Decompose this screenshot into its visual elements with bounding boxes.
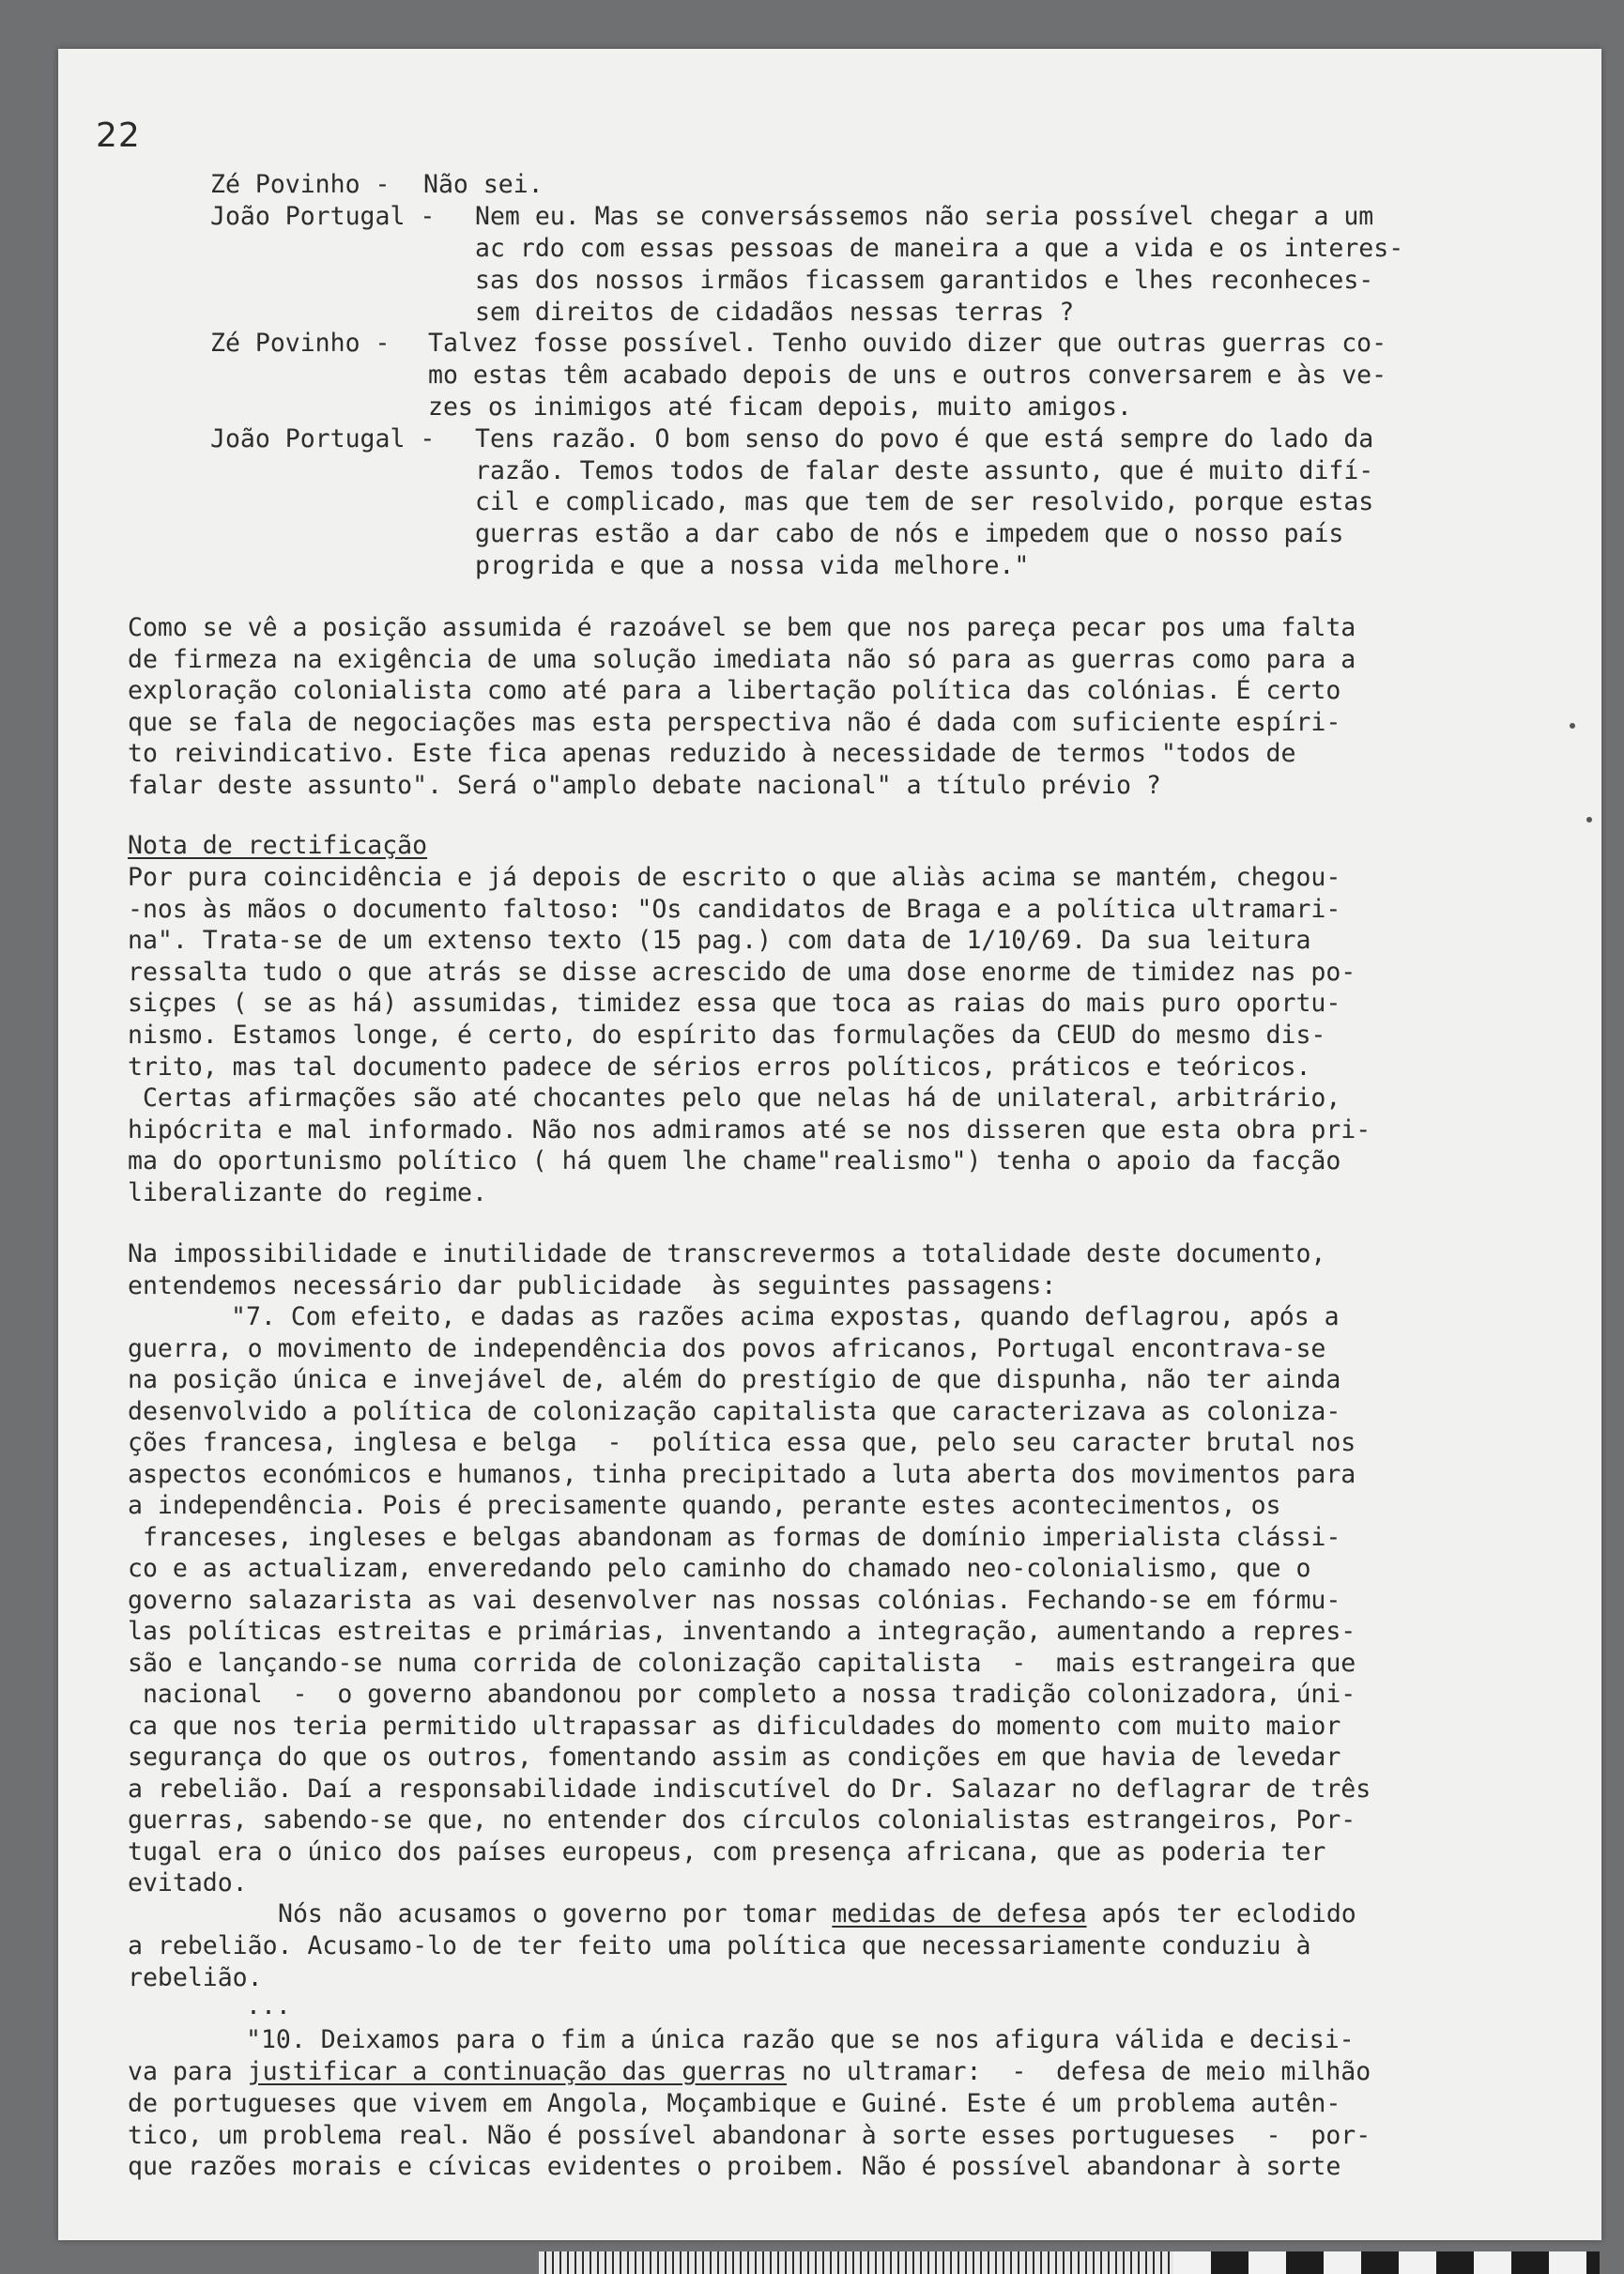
dialogue-line: mo estas têm acabado depois de uns e outros conversarem e às ve- [428, 361, 1387, 390]
paragraph-line: hipócrita e mal informado. Não nos admiramos até se nos disseren que esta obra pri- [128, 1114, 1371, 1145]
underlined-phrase: justificar a continuação das guerras [247, 2057, 787, 2086]
quote-line: evitado. [128, 1868, 248, 1898]
quote-line: ções francesa, inglesa e belga - política essa que, pelo seu caracter brutal nos [128, 1428, 1356, 1457]
quote-line: "7. Com efeito, e dadas as razões acima expostas, quando deflagrou, após a [231, 1302, 1340, 1331]
quote-line: guerras, sabendo-se que, no entender dos círculos colonialistas estrangeiros, Por- [128, 1805, 1356, 1835]
dialogue-line: razão. Temos todos de falar deste assunto, que é muito difí- [475, 456, 1374, 485]
quote-line: aspectos económicos e humanos, tinha precipitado a luta aberta dos movimentos para [128, 1459, 1356, 1489]
quote-line: "10. Deixamos para o fim a única razão que se nos afigura válida e decisi- [246, 2025, 1355, 2054]
paragraph-line: entendemos necessário dar publicidade às seguintes passagens: [128, 1270, 1057, 1300]
dialogue-line: Tens razão. O bom senso do povo é que está sempre do lado da [475, 424, 1374, 453]
section-title: Nota de rectificação [128, 831, 428, 860]
quote-line: a rebelião. Daí a responsabilidade indiscutível do Dr. Salazar no deflagrar de três [128, 1774, 1371, 1804]
paragraph-line: Por pura coincidência e já depois de escrito o que aliàs acima se mantém, chegou- [128, 863, 1341, 892]
quote-line: franceses, ingleses e belgas abandonam as formas de domínio imperialista clássi- [128, 1522, 1341, 1552]
dialogue-line: progrida e que a nossa vida melhore." [475, 551, 1030, 580]
quote-line: nacional - o governo abandonou por completo a nossa tradição colonizadora, úni- [128, 1680, 1356, 1709]
dialogue-speaker: João Portugal - [210, 424, 436, 453]
dialogue-line: ac rdo com essas pessoas de maneira a que a vida e os interes- [475, 234, 1404, 263]
paragraph-line: a rebelião. Acusamo-lo de ter feito uma política que necessariamente conduziu à [128, 1931, 1311, 1960]
text-run: va para [128, 2057, 248, 2086]
quote-line: que razões morais e cívicas evidentes o proibem. Não é possível abandonar à sorte [128, 2152, 1341, 2182]
quote-line: co e as actualizam, enveredando pelo caminho do chamado neo-colonialismo, que o [128, 1554, 1311, 1583]
scale-ruler-blocks [1173, 2251, 1600, 2274]
dialogue-line: zes os inimigos até ficam depois, muito amigos. [428, 392, 1132, 422]
quote-line: governo salazarista as vai desenvolver nas nossas colónias. Fechando-se em fórmu- [128, 1585, 1341, 1615]
paragraph-line: exploração colonialista como até para a libertação política das colónias. É certo [128, 676, 1341, 706]
dialogue-line: cil e complicado, mas que tem de ser resolvido, porque estas [475, 487, 1374, 516]
quote-line: desenvolvido a política de colonização capitalista que caracterizava as coloniza- [128, 1396, 1341, 1426]
page-number: 22 [96, 116, 141, 155]
paragraph-line: que se fala de negociações mas esta perspectiva não é dada com suficiente espíri- [128, 707, 1341, 737]
dialogue-line: sem direitos de cidadãos nessas terras ? [475, 298, 1075, 327]
paragraph-line: Na impossibilidade e inutilidade de transcrevermos a totalidade deste documento, [128, 1239, 1326, 1268]
text-run: no ultramar: - defesa de meio milhão [787, 2057, 1371, 2086]
quote-line: a independência. Pois é precisamente quando, perante estes acontecimentos, os [128, 1491, 1281, 1520]
dialogue-speaker: Zé Povinho - [210, 329, 391, 358]
paragraph-line: trito, mas tal documento padece de sérios erros políticos, práticos e teóricos. [128, 1052, 1311, 1082]
dialogue-speaker: Zé Povinho - [210, 170, 391, 199]
paragraph-line: na". Trata-se de um extenso texto (15 pag.) com data de 1/10/69. Da sua leitura [128, 926, 1311, 956]
paragraph-line: -nos às mãos o documento faltoso: "Os candidatos de Braga e a política ultramari- [128, 894, 1341, 924]
dialogue-line: guerras estão a dar cabo de nós e impedem que o nosso país [475, 519, 1344, 548]
paragraph-line: falar deste assunto". Será o"amplo debate nacional" a título prévio ? [128, 771, 1161, 800]
paragraph-line: siçpes ( se as há) assumidas, timidez essa que toca as raias do mais puro oportu- [128, 989, 1341, 1019]
quote-line: tico, um problema real. Não é possível abandonar à sorte esses portugueses - por- [128, 2120, 1371, 2150]
text-run: Nós não acusamos o governo por tomar [278, 1899, 833, 1928]
dialogue-speaker: João Portugal - [210, 202, 436, 231]
paragraph-line: ressalta tudo o que atrás se disse acrescido de uma dose enorme de timidez nas po- [128, 957, 1356, 987]
paragraph-line: de firmeza na exigência de uma solução imediata não só para as guerras como para a [128, 644, 1356, 674]
quote-line [128, 2057, 1371, 2086]
dialogue-line: Talvez fosse possível. Tenho ouvido dizer que outras guerras co- [428, 329, 1387, 358]
paragraph-line [278, 1899, 1356, 1928]
dialogue-line: Nem eu. Mas se conversássemos não seria possível chegar a um [475, 202, 1374, 231]
text-run: após ter eclodido [1086, 1899, 1356, 1928]
paragraph-line: Como se vê a posição assumida é razoável se bem que nos pareça pecar pos uma falta [128, 613, 1356, 642]
paper-mark [1570, 723, 1575, 729]
quote-line: segurança do que os outros, fomentando assim as condições em que havia de levedar [128, 1743, 1341, 1772]
quote-line: las políticas estreitas e primárias, inventando a integração, aumentando a repres- [128, 1617, 1356, 1646]
quote-line: ca que nos teria permitido ultrapassar as dificuldades do momento com muito maior [128, 1711, 1341, 1741]
dialogue-line: sas dos nossos irmãos ficassem garantidos e lhes reconheces- [475, 266, 1374, 295]
quote-line: tugal era o único dos países europeus, com presença africana, que as poderia ter [128, 1836, 1326, 1867]
paragraph-line: rebelião. [128, 1962, 263, 1992]
dialogue-line: Não sei. [423, 170, 544, 199]
quote-line: são e lançando-se numa corrida de colonização capitalista - mais estrangeira que [128, 1648, 1356, 1678]
paragraph-line: Certas afirmações são até chocantes pelo que nelas há de unilateral, arbitrário, [128, 1083, 1341, 1114]
ellipsis: ... [246, 1991, 291, 2020]
quote-line: guerra, o movimento de independência dos povos africanos, Portugal encontrava-se [128, 1333, 1326, 1363]
underlined-phrase: medidas de defesa [832, 1899, 1087, 1928]
paper-mark [1586, 817, 1592, 822]
paragraph-line: to reivindicativo. Este fica apenas reduzido à necessidade de termos "todos de [128, 739, 1296, 769]
paragraph-line: ma do oportunismo político ( há quem lhe chame"realismo") tenha o apoio da facção [128, 1146, 1341, 1176]
paragraph-line: liberalizante do regime. [128, 1178, 487, 1207]
quote-line: de portugueses que vivem em Angola, Moçambique e Guiné. Este é um problema autên- [128, 2089, 1341, 2118]
paragraph-line: nismo. Estamos longe, é certo, do espírito das formulações da CEUD do mesmo dis- [128, 1021, 1326, 1050]
quote-line: na posição única e invejável de, além do prestígio de que dispunha, não ter ainda [128, 1365, 1341, 1394]
